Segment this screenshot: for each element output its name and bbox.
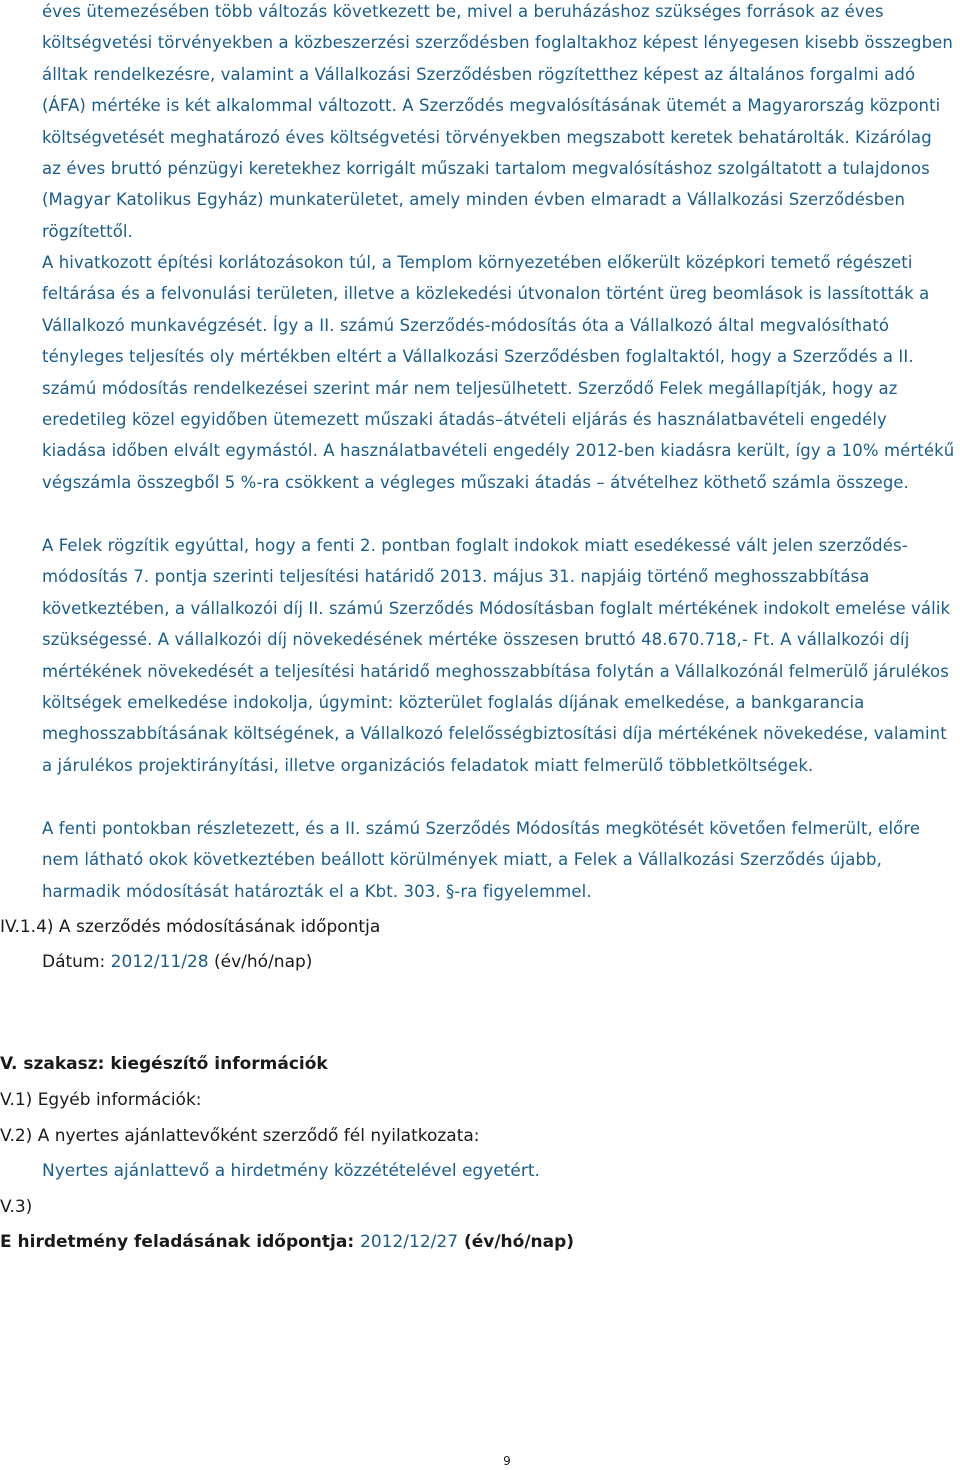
date-format: (év/hó/nap)	[208, 952, 313, 972]
section-iv14-heading: IV.1.4) A szerződés módosításának időpontja	[0, 917, 381, 937]
section-v3-heading: V.3)	[0, 1197, 33, 1217]
date-value: 2012/11/28	[110, 952, 209, 972]
publication-date-line	[0, 1231, 574, 1253]
paragraph-schedule-changes	[42, 0, 956, 247]
modification-date-line	[42, 951, 312, 973]
paragraph-text-run: A Felek rögzítik egyúttal, hogy a fenti 2. pontban foglalt indokok miatt esedékessé vált jelen szerződés-módosítás 7. pontja szerinti teljesítési határidő 2013. május 31. napjáig történő meghosszabbítása következtében, a vállalkozói díj II. számú Szerződés Módosításban foglalt mértékének indokolt emelése válik szükségessé. A vállalkozói díj növekedésének mértéke összesen bruttó 48.670.718,- Ft. A vállalkozói díj mértékének növekedését a teljesítési határidő meghosszabbítása folytán a Vállalkozónál felmerülő járulékos költségek emelkedése indokolja, úgymint: közterület foglalás díjának emelkedése, a bankgarancia meghosszabbításának költségének, a Vállalkozó felelősségbiztosítási díja mértékének növekedése, valamint a járulékos projektirányítási, illetve organizációs feladatok miatt felmerülő többletköltségek.	[42, 536, 951, 775]
publication-date-format: (év/hó/nap)	[458, 1232, 575, 1252]
publication-date-value: 2012/12/27	[360, 1232, 459, 1252]
section-v2-heading: V.2) A nyertes ajánlattevőként szerződő fél nyilatkozata:	[0, 1126, 480, 1146]
paragraph-fee-increase	[42, 530, 956, 781]
section-v-title: V. szakasz: kiegészítő információk	[0, 1054, 328, 1074]
date-label: Dátum:	[42, 952, 111, 972]
paragraph-text-run: A fenti pontokban részletezett, és a II. számú Szerződés Módosítás megkötését követően felmerült, előre nem látható okok következtében beállott körülmények miatt, a Felek a Vállalkozási Szerződés újabb, harmadik módosítását határozták el a Kbt. 303. §-ra figyelemmel.	[42, 819, 921, 901]
paragraph-text-run: A hivatkozott építési korlátozásokon túl, a Templom környezetében előkerült középkori temető régészeti feltárása és a felvonulási területen, illetve a közlekedési útvonalon történt üreg beomlások is lassították a Vállalkozó munkavégzését. Így a II. számú Szerződés-módosítás óta a Vállalkozó által megvalósítható tényleges teljesítés oly mértékben eltért a Vállalkozási Szerződésben foglaltaktól, hogy a Szerződés a II. számú módosítás rendelkezései szerint már nem teljesülhetett. Szerződő Felek megállapítják, hogy az eredetileg közel egyidőben ütemezett műszaki átadás–átvételi eljárás és használatbavételi engedély kiadása időben elvált egymástól. A használatbavételi engedély 2012-ben kiadásra került, így a 10% mértékű végszámla összegből 5 %-ra csökkent a végleges műszaki átadás – átvételhez köthető számla összege.	[42, 253, 955, 492]
paragraph-construction-restrictions	[42, 247, 956, 498]
section-v1-heading: V.1) Egyéb információk:	[0, 1090, 202, 1110]
paragraph-text-run: A Szerződés megvalósításának ütemét a Magyarország központi költségvetését meghatározó éves költségvetési törvényekben megszabott keretek behatárolták. Kizárólag az éves bruttó pénzügyi keretekhez korrigált műszaki tartalom megvalósításhoz szolgáltatott a tulajdonos (Magyar Katolikus Egyház) munkaterületet, amely minden évben elmaradt a Vállalkozási Szerződésben rögzítettől.	[42, 96, 941, 241]
paragraph-text-run: éves ütemezésében több változás következett be, mivel a beruházáshoz szükséges források az éves költségvetési törvényekben a közbeszerzési szerződésben foglaltakhoz képest lényegesen kisebb összegben álltak rendelkezésre, valamint a Vállalkozási Szerződésben rögzítetthez képest az általános forgalmi adó (ÁFA) mértéke is két alkalommal változott.	[42, 2, 953, 116]
paragraph-third-amendment	[42, 813, 956, 907]
page-number: 9	[503, 1454, 511, 1468]
section-v2-value: Nyertes ajánlattevő a hirdetmény közzétételével egyetért.	[42, 1161, 540, 1181]
publication-date-label: E hirdetmény feladásának időpontja:	[0, 1232, 361, 1252]
